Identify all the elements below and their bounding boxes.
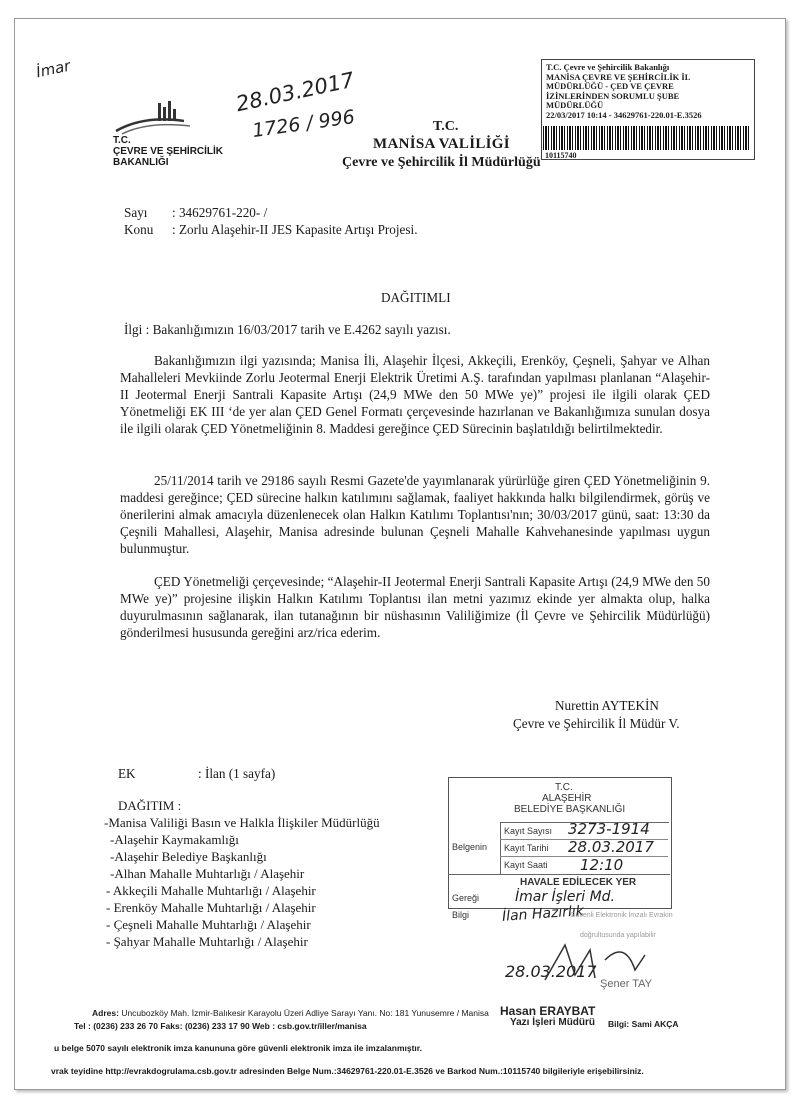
signer-title: Çevre ve Şehircilik İl Müdür V. bbox=[513, 716, 680, 731]
signature-scribble-icon bbox=[535, 940, 655, 990]
ministry-logo-icon bbox=[114, 101, 194, 135]
konu-label: Konu bbox=[124, 222, 154, 237]
barcode-number: 10115740 bbox=[545, 151, 577, 160]
stamp-signer-name: Hasan ERAYBAT bbox=[500, 1004, 596, 1018]
header-mudurluk: Çevre ve Şehircilik İl Müdürlüğü bbox=[342, 155, 541, 170]
barcode bbox=[543, 126, 749, 150]
stamp-bilgi-value: İlan Hazırlık bbox=[501, 903, 585, 925]
dagitim-item: - Akkeçili Mahalle Muhtarlığı / Alaşehir bbox=[106, 883, 316, 898]
ilgi-line: İlgi : Bakanlığımızın 16/03/2017 tarih ve E.4262 sayılı yazısı. bbox=[124, 322, 451, 337]
stamp-signer-title: Yazı İşleri Müdürü bbox=[510, 1017, 596, 1028]
paragraph-2: 25/11/2014 tarih ve 29186 sayılı Resmi Gazete'de yayımlanarak yürürlüğe giren ÇED Yönetmeliğinin 9. maddesi gereğince; ÇED sürecine halkın katılımını sağlamak, faaliyet hakkında halkı bilgilendirmek, görüş ve önerilerini almak amacıyla düzenlenecek olan Halkın Katılımı Toplantısı'nın; 30/03/2017 günü, saat: 13:30 da Çeşnili Mahallesi, Alaşehir, Manisa adresinde bulunan Çeşneli Mahalle Kahvehanesinde yapılması uygun bulunmuştur. bbox=[120, 473, 710, 556]
dagitim-label: DAĞITIM : bbox=[118, 798, 182, 813]
stamp-kayit-tarihi: Kayıt Tarihi bbox=[504, 843, 549, 853]
dagitim-item: -Manisa Valiliği Basın ve Halkla İlişkiler Müdürlüğü bbox=[104, 815, 380, 830]
stamp-extra: Şener TAY bbox=[600, 978, 652, 990]
stamp-time: 12:10 bbox=[580, 856, 624, 874]
dagitimli-heading: DAĞITIMLI bbox=[381, 290, 451, 305]
footer-esign: u belge 5070 sayılı elektronik imza kanununa göre güvenli elektronik imza ile imzalanmıştır. bbox=[54, 1043, 422, 1053]
barcode-stamp: T.C. Çevre ve Şehircilik Bakanlığı MANİSA ÇEVRE VE ŞEHİRCİLİK İL MÜDÜRLÜĞÜ - ÇED VE ÇEVRE İZİNLERİNDEN SORUMLU ŞUBE MÜDÜRLÜĞÜ 22/03/2017 10:14 - 34629761-220.01-E.3526 bbox=[541, 59, 755, 160]
header-valilik: MANİSA VALİLİĞİ bbox=[373, 136, 510, 152]
dagitim-item: - Şahyar Mahalle Muhtarlığı / Alaşehir bbox=[106, 934, 308, 949]
handwritten-date: 28.03.2017 bbox=[233, 67, 357, 117]
stamp-note2: doğrultusunda yapılabilir bbox=[580, 932, 656, 939]
ek-value: : İlan (1 sayfa) bbox=[198, 766, 276, 781]
paragraph-3: ÇED Yönetmeliği çerçevesinde; “Alaşehir-II Jeotermal Enerji Santrali Kapasite Artışı (24,9 MWe den 50 MWe ye)” projesine ilişkin Halkın Katılımı Toplantısı ilan metni yazımız ekinde yer almakta olup, halka duyurulmasının sağlanarak, ilan tutanağının bir nüshasının Valiliğimize (İl Çevre ve Şehircilik Müdürlüğü) gönderilmesi hususunda gereğini arz/rica ederim. bbox=[120, 574, 710, 640]
stamp-geregi-value: İmar İşleri Md. bbox=[515, 889, 615, 905]
footer-contact: Tel : (0236) 233 26 70 Faks: (0236) 233 17 90 Web : csb.gov.tr/iller/manisa bbox=[74, 1021, 367, 1031]
stamp-org2: BELEDİYE BAŞKANLIĞI bbox=[514, 804, 626, 815]
stamp-havale: HAVALE EDİLECEK YER bbox=[520, 877, 637, 888]
handwritten-number: 1726 / 996 bbox=[250, 105, 357, 143]
paragraph-1: Bakanlığımızın ilgi yazısında; Manisa İli, Alaşehir İlçesi, Akkeçili, Erenköy, Çeşneli, Şahyar ve Alhan Mahalleleri Mevkiinde Zorlu Jeotermal Enerji Elektrik Üretimi A.Ş. tarafından yapılması planlanan “Alaşehir-II Jeotermal Enerji Santrali Kapasite Artışı (24,9 MWe den 50 MWe ye)” projesi ile ilgili olarak ÇED Yönetmeliği EK III ‘de yer alan ÇED Genel Formatı çerçevesinde hazırlanan ve Bakanlığımıza sunulan dosya ile ilgili olarak ÇED Yönetmeliğinin 8. Maddesi gereğince ÇED Sürecinin başlatıldığı belirtilmektedir. bbox=[120, 353, 710, 436]
dagitim-item: -Alaşehir Kaymakamlığı bbox=[110, 832, 239, 847]
stamp-sign-date: 28.03.2017 bbox=[505, 962, 597, 981]
header-tc: T.C. bbox=[433, 119, 459, 134]
signer-name: Nurettin AYTEKİN bbox=[555, 698, 659, 713]
dagitim-item: -Alaşehir Belediye Başkanlığı bbox=[110, 849, 267, 864]
ministry-name: T.C. ÇEVRE VE ŞEHİRCİLİK BAKANLIĞI bbox=[113, 135, 224, 168]
stamp-belgenin: Belgenin bbox=[452, 842, 488, 852]
stamp-kayit-saati: Kayıt Saati bbox=[504, 860, 548, 870]
dagitim-item: - Erenköy Mahalle Muhtarlığı / Alaşehir bbox=[106, 900, 316, 915]
stamp-org1: ALAŞEHİR bbox=[542, 793, 592, 804]
dagitim-item: - Çeşneli Mahalle Muhtarlığı / Alaşehir bbox=[106, 917, 311, 932]
dagitim-item: -Alhan Mahalle Muhtarlığı / Alaşehir bbox=[110, 866, 305, 881]
stamp-tc: T.C. bbox=[555, 782, 573, 793]
sayi-value: : 34629761-220- / bbox=[172, 205, 268, 220]
footer-verify: vrak teyidine http://evrakdogrulama.csb.gov.tr adresinden Belge Num.:34629761-220.01-E.3526 ve Barkod Num.:10115740 bilgileriyle erişebilirsiniz. bbox=[51, 1066, 644, 1076]
stamp-kayit-sayisi: Kayıt Sayısı bbox=[504, 826, 553, 836]
konu-value: : Zorlu Alaşehir-II JES Kapasite Artışı Projesi. bbox=[172, 222, 418, 237]
stamp-date: 28.03.2017 bbox=[568, 838, 654, 856]
ek-label: EK bbox=[118, 766, 136, 781]
stamp-note1: Güvenli Elektronik İmzalı Evrakın bbox=[570, 912, 673, 919]
footer-address: Adres: Uncubozköy Mah. İzmir-Balıkesir Karayolu Üzeri Adliye Sarayı Yanı. No: 181 Yunusemre / Manisa bbox=[92, 1008, 489, 1018]
sayi-label: Sayı bbox=[124, 205, 148, 220]
stamp-bilgi: Bilgi bbox=[452, 910, 470, 920]
stamp-geregi: Gereği bbox=[452, 893, 480, 903]
handwritten-imar-note: İmar bbox=[34, 56, 72, 82]
stamp-reg-no: 3273-1914 bbox=[568, 820, 650, 838]
stamp-grid-line bbox=[448, 874, 670, 875]
footer-bilgi: Bilgi: Sami AKÇA bbox=[608, 1019, 679, 1029]
